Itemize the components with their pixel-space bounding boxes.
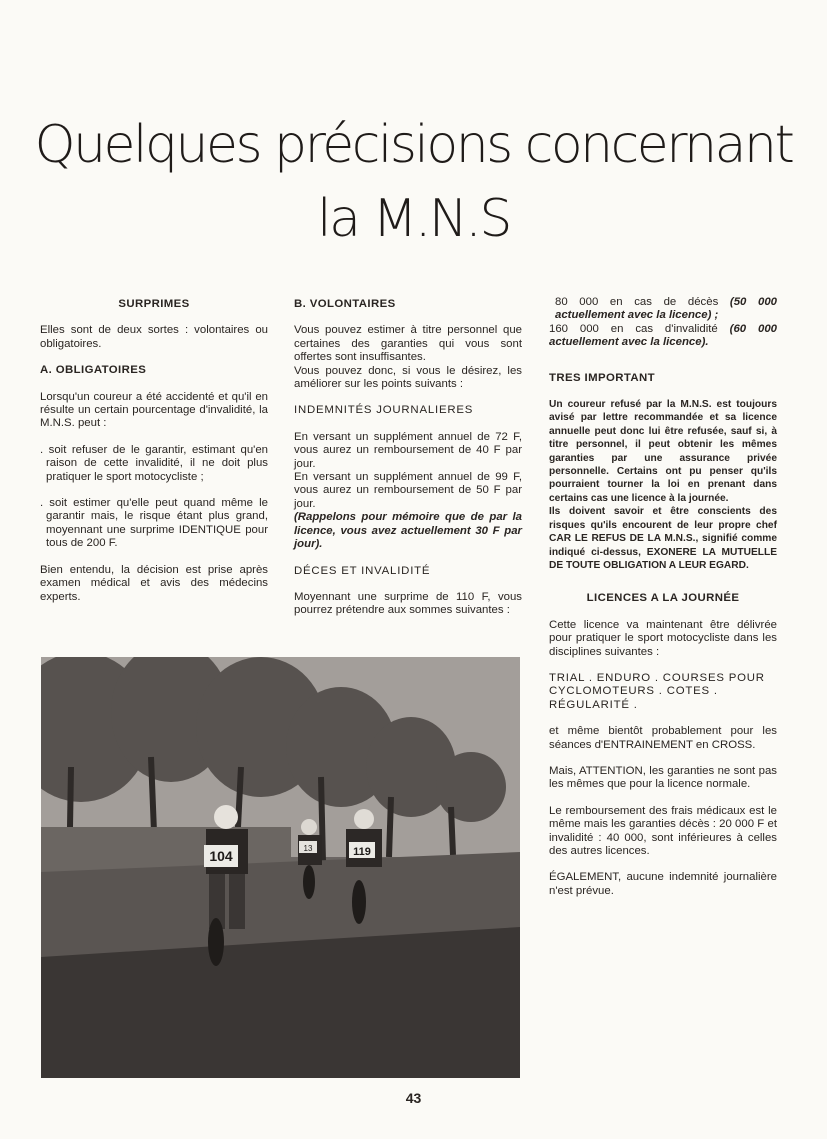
heading-surprimes: SURPRIMES xyxy=(118,298,190,310)
paragraph: Vous pouvez estimer à titre personnel que certaines des garanties qui vous sont offertes sont insuffisantes. xyxy=(294,324,522,364)
page-number: 43 xyxy=(405,1090,422,1106)
paragraph-bold: Un coureur refusé par la M.N.S. est toujours avisé par lettre recommandée et sa licence annuelle peut donc lui être refusée, sauf si, à titre personnel, il peut obtenir les mêmes garanties par une assurance privée personnelle. Certains ont pu penser qu'ils pourraient tourner la loi en prenant dans certains cas une licence à la journée. xyxy=(549,399,777,504)
subheading-deces: DÉCES ET INVALIDITÉ xyxy=(294,564,431,577)
list-item: . soit refuser de le garantir, estimant qu'en raison de cette invalidité, il ne doit plus pratiquer le sport motocycliste ; xyxy=(40,443,268,483)
paragraph: Vous pouvez donc, si vous le désirez, les améliorer sur les points suivants : xyxy=(294,364,522,391)
amount-text: 80 000 en cas de décès xyxy=(555,296,730,308)
motorcycle-race-photo xyxy=(41,657,520,1078)
amount-text: 160 000 en cas d'invalidité xyxy=(549,322,730,335)
heading-tres-important: TRES IMPORTANT xyxy=(549,371,656,384)
paragraph: Mais, ATTENTION, les garanties ne sont pas les mêmes que pour la licence normale. xyxy=(549,764,777,791)
photo-illustration xyxy=(41,657,520,1078)
heading-licences: LICENCES A LA JOURNÉE xyxy=(586,592,740,605)
amount-note: (60 000 actuellement avec la licence). xyxy=(549,322,778,349)
amount-note: (50 000 actuellement avec la licence) ; xyxy=(555,296,778,322)
heading-obligatoires: A. OBLIGATOIRES xyxy=(40,364,147,377)
page-title xyxy=(0,108,827,256)
paragraph: et même bientôt probablement pour les séances d'ENTRAINEMENT en CROSS. xyxy=(549,725,777,751)
column-1 xyxy=(40,298,268,617)
paragraph-bold: Ils doivent savoir et être conscients des risques qu'ils encourent de leur propre chef CAR LE REFUS DE LA M.N.S., signifié comme indiqué ci-dessus, EXONERE LA MUTUELLE DE TOUTE OBLIGATION A LEUR EGARD. xyxy=(549,506,777,571)
column-2 xyxy=(294,298,522,631)
paragraph: Bien entendu, la décision est prise après examen médical et avis des médecins experts. xyxy=(40,563,268,603)
amount-line xyxy=(549,296,777,323)
paragraph: Lorsqu'un coureur a été accidenté et qu'il en résulte un certain pourcentage d'invalidité, la M.N.S. peut : xyxy=(40,390,268,430)
paragraph: Elles sont de deux sortes : volontaires ou obligatoires. xyxy=(40,324,268,350)
paragraph: ÉGALEMENT, aucune indemnité journalière n'est prévue. xyxy=(549,871,777,897)
subheading-indemnites: INDEMNITÉS JOURNALIERES xyxy=(294,404,474,417)
bib-number: 119 xyxy=(353,846,371,858)
title-line-1: Quelques précisions concernant xyxy=(34,115,793,175)
paragraph: Le remboursement des frais médicaux est le même mais les garanties décès : 20 000 F et invalidité : 40 000, sont inférieures à celles des autres licences. xyxy=(549,804,777,857)
bib-number: 13 xyxy=(303,844,313,853)
heading-volontaires: B. VOLONTAIRES xyxy=(294,298,396,310)
paragraph: En versant un supplément annuel de 99 F, vous aurez un remboursement de 50 F par jour. xyxy=(294,471,522,510)
title-line-2: la M.N.S xyxy=(317,189,510,249)
paragraph-italic: (Rappelons pour mémoire que de par la licence, vous avez actuellement 30 F par jour). xyxy=(294,511,522,551)
list-item: . soit estimer qu'elle peut quand même le garantir mais, le risque étant plus grand, moyennant une surprime IDENTIQUE pour tous de 200 F. xyxy=(40,497,268,550)
bib-number: 104 xyxy=(209,848,233,864)
column-3 xyxy=(549,296,777,911)
paragraph: Moyennant une surprime de 110 F, vous pourrez prétendre aux sommes suivantes : xyxy=(294,590,522,617)
paragraph: Cette licence va maintenant être délivrée pour pratiquer le sport motocycliste dans les disciplines suivantes : xyxy=(549,618,777,658)
paragraph-disciplines: TRIAL . ENDURO . COURSES POUR CYCLOMOTEURS . COTES . RÉGULARITÉ . xyxy=(549,671,765,711)
amount-line xyxy=(549,323,777,350)
paragraph: En versant un supplément annuel de 72 F, vous aurez un remboursement de 40 F par jour. xyxy=(294,430,522,470)
